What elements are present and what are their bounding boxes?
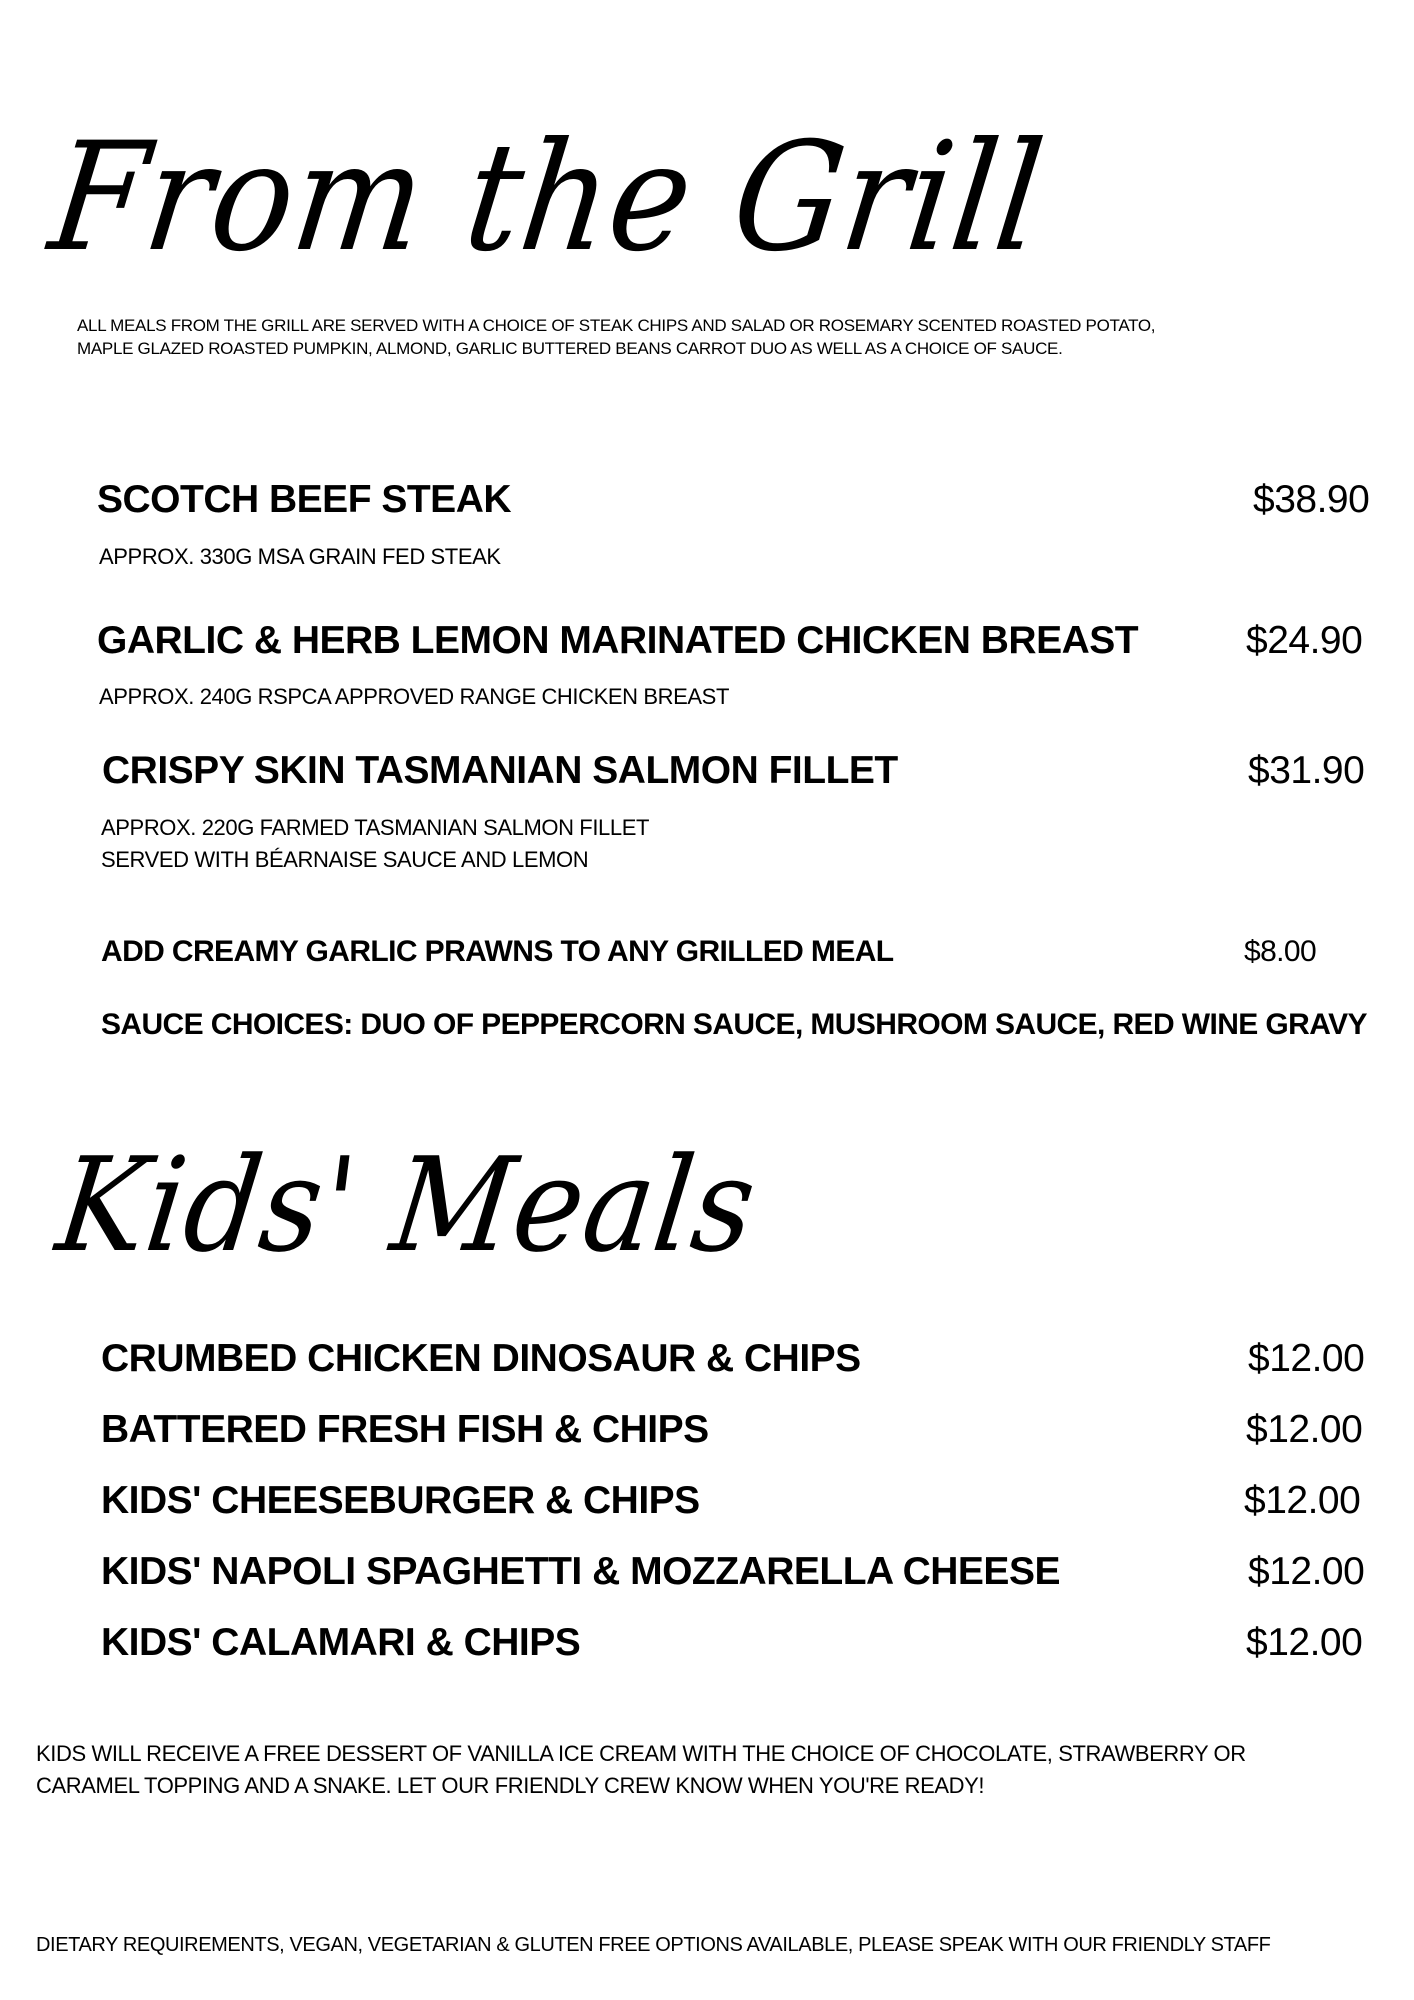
grill-item-desc: APPROX. 240G RSPCA APPROVED RANGE CHICKEN BREAST <box>99 684 729 709</box>
grill-section-title: From the Grill <box>41 111 1053 285</box>
grill-intro-line-1: ALL MEALS FROM THE GRILL ARE SERVED WITH A CHOICE OF STEAK CHIPS AND SALAD OR ROSEMARY SCENTED ROASTED POTATO, <box>77 316 1156 335</box>
kids-item-name: KIDS' CALAMARI & CHIPS <box>101 1621 581 1664</box>
grill-item-name: GARLIC & HERB LEMON MARINATED CHICKEN BREAST <box>97 619 1139 662</box>
grill-item-price: $38.90 <box>1253 478 1370 521</box>
addon-price: $8.00 <box>1244 935 1317 968</box>
grill-item-desc: APPROX. 220G FARMED TASMANIAN SALMON FILLET <box>101 815 650 840</box>
kids-dessert-note-line-1: KIDS WILL RECEIVE A FREE DESSERT OF VANILLA ICE CREAM WITH THE CHOICE OF CHOCOLATE, STRAWBERRY OR <box>36 1741 1246 1766</box>
grill-item-desc: SERVED WITH BÉARNAISE SAUCE AND LEMON <box>101 847 589 872</box>
kids-item-name: KIDS' CHEESEBURGER & CHIPS <box>101 1479 700 1522</box>
sauce-choices: SAUCE CHOICES: DUO OF PEPPERCORN SAUCE, MUSHROOM SAUCE, RED WINE GRAVY <box>101 1008 1367 1041</box>
kids-item-name: CRUMBED CHICKEN DINOSAUR & CHIPS <box>101 1337 861 1380</box>
kids-item-price: $12.00 <box>1248 1550 1365 1593</box>
grill-item-price: $31.90 <box>1248 749 1365 792</box>
kids-item-price: $12.00 <box>1246 1621 1363 1664</box>
kids-item-name: KIDS' NAPOLI SPAGHETTI & MOZZARELLA CHEESE <box>101 1550 1060 1593</box>
grill-item-name: SCOTCH BEEF STEAK <box>97 478 512 521</box>
kids-item-name: BATTERED FRESH FISH & CHIPS <box>101 1408 709 1451</box>
kids-item-price: $12.00 <box>1246 1408 1363 1451</box>
dietary-footer: DIETARY REQUIREMENTS, VEGAN, VEGETARIAN & GLUTEN FREE OPTIONS AVAILABLE, PLEASE SPEAK WITH OUR FRIENDLY STAFF <box>36 1934 1271 1956</box>
kids-dessert-note-line-2: CARAMEL TOPPING AND A SNAKE. LET OUR FRIENDLY CREW KNOW WHEN YOU'RE READY! <box>36 1773 985 1798</box>
grill-intro-line-2: MAPLE GLAZED ROASTED PUMPKIN, ALMOND, GARLIC BUTTERED BEANS CARROT DUO AS WELL AS A CHOICE OF SAUCE. <box>77 339 1063 358</box>
addon-label: ADD CREAMY GARLIC PRAWNS TO ANY GRILLED MEAL <box>101 935 894 968</box>
kids-section-title: Kids' Meals <box>49 1129 765 1281</box>
grill-item-price: $24.90 <box>1246 619 1363 662</box>
kids-item-price: $12.00 <box>1248 1337 1365 1380</box>
grill-item-desc: APPROX. 330G MSA GRAIN FED STEAK <box>99 544 501 569</box>
kids-item-price: $12.00 <box>1244 1479 1361 1522</box>
grill-item-name: CRISPY SKIN TASMANIAN SALMON FILLET <box>102 749 898 792</box>
